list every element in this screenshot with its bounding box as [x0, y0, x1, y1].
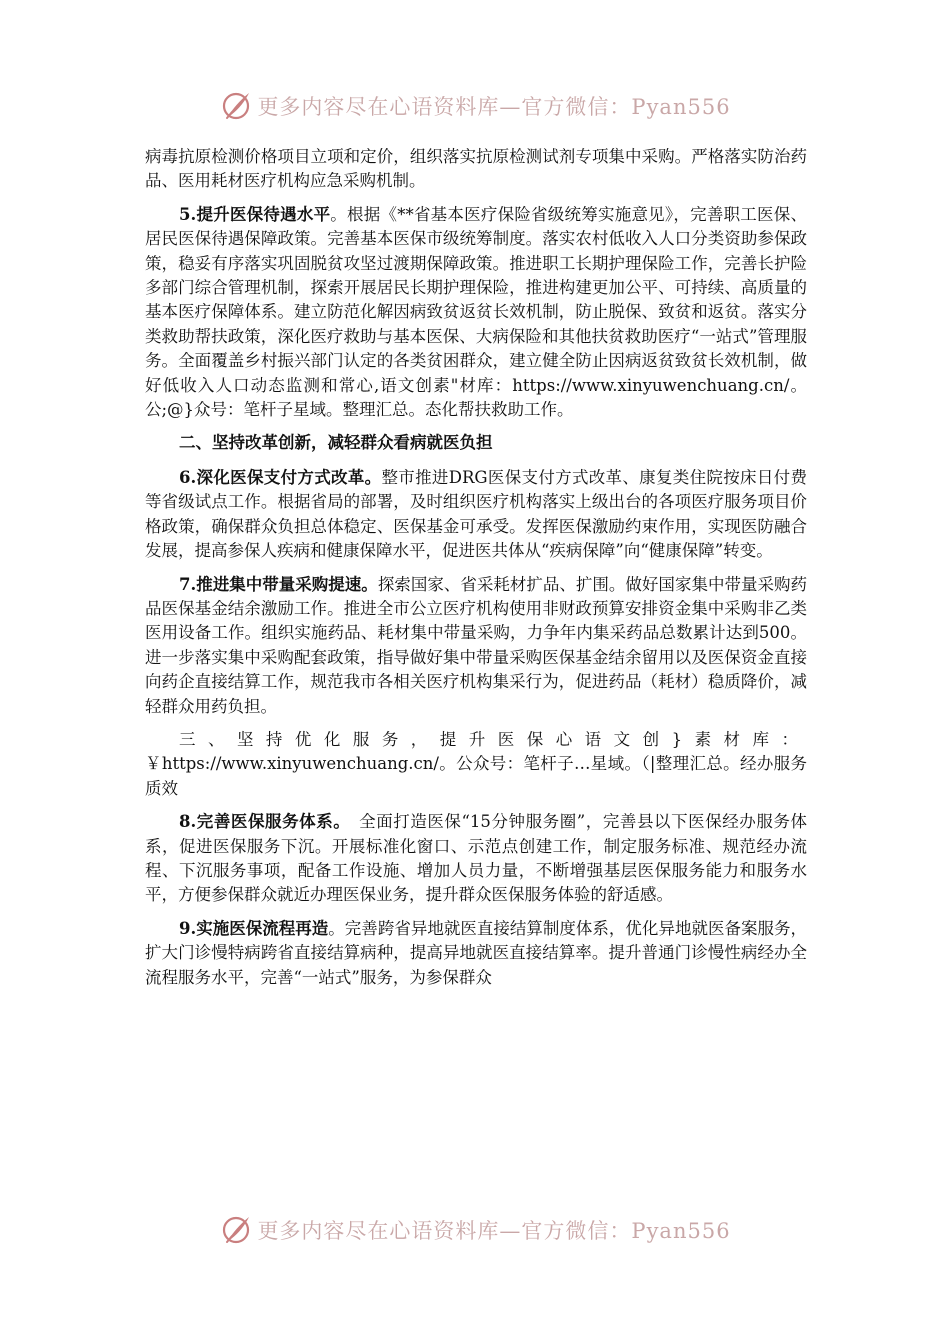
- item-8-lead: 8.完善医保服务体系。: [179, 812, 343, 832]
- item-5-lead: 5.提升医保待遇水平: [179, 204, 331, 224]
- item-7-lead: 7.推进集中带量采购提速。: [179, 574, 378, 594]
- item-6-lead: 6.深化医保支付方式改革。: [179, 467, 382, 487]
- section-3-spread-text: 三、坚持优化服务，提升医保心语文创}素材库：: [179, 729, 807, 749]
- paragraph-item-5: [145, 203, 807, 423]
- watermark-text: 更多内容尽在心语资料库—官方微信：Pyan556: [257, 95, 731, 119]
- paragraph-item-7: [145, 573, 807, 719]
- paragraph-text: 病毒抗原检测价格项目立项和定价，组织落实抗原检测试剂专项集中采购。严格落实防治药品、医用耗材医疗机构应急采购机制。: [145, 147, 807, 191]
- item-7-text: 探索国家、省采耗材扩品、扩围。做好国家集中带量采购药品医保基金结余激励工作。推进全市公立医疗机构使用非财政预算安排资金集中采购非乙类医用设备工作。组织实施药品、耗材集中带量采购，力争年内集采药品总数累计达到500。进一步落实集中采购配套政策，指导做好集中带量采购医保基金结余留用以及医保资金直接向药企直接结算工作，规范我市各相关医疗机构集采行为，促进药品（耗材）稳质降价，减轻群众用药负担。: [145, 574, 807, 716]
- item-8-text: 全面打造医保“15分钟服务圈”，完善县以下医保经办服务体系，促进医保服务下沉。开展标准化窗口、示范点创建工作，制定服务标准、规范经办流程、下沉服务事项，配备工作设施、增加人员力量，不断增强基层医保服务能力和服务水平，方便参保群众就近办理医保业务，提升群众医保服务体验的舒适感。: [145, 812, 807, 905]
- item-9-text: 。完善跨省异地就医直接结算制度体系，优化异地就医备案服务，扩大门诊慢特病跨省直接结算病种，提高异地就医直接结算率。提升普通门诊慢性病经办全流程服务水平，完善“一站式”服务，为参保群众: [145, 918, 807, 987]
- item-5-text: 。根据《**省基本医疗保险省级统筹实施意见》，完善职工医保、居民医保待遇保障政策。完善基本医保市级统筹制度。落实农村低收入人口分类资助参保政策，稳妥有序落实巩固脱贫攻坚过渡期保障政策。推进职工长期护理保险工作，完善长护险多部门综合管理机制，探索开展居民长期护理保险，推进构建更加公平、可持续、高质量的基本医疗保障体系。建立防范化解因病致贫返贫长效机制，防止脱保、致贫和返贫。落实分类救助帮扶政策，深化医疗救助与基本医保、大病保险和其他扶贫救助医疗“一站式”管理服务。全面覆盖乡村振兴部门认定的各类贫困群众，建立健全防止因病返贫致贫长效机制，做好低收入人口动态监测和常心,语文创素"材库：https://www.xinyuwenchuang.cn/。公;@}众号：笔杆子星域。整理汇总。态化帮扶救助工作。: [145, 204, 807, 420]
- item-6-text: 整市推进DRG医保支付方式改革、康复类住院按床日付费等省级试点工作。根据省局的部署，及时组织医疗机构落实上级出台的各项医疗服务项目价格政策，确保群众负担总体稳定、医保基金可承受。发挥医保激励约束作用，实现医防融合发展，提高参保人疾病和健康保障水平，促进医共体从“疾病保障”向“健康保障”转变。: [145, 467, 807, 561]
- quill-pen-logo-icon: [219, 89, 253, 123]
- item-9-lead: 9.实施医保流程再造: [179, 918, 329, 938]
- document-body: [145, 145, 807, 999]
- paragraph-item-9: [145, 917, 807, 990]
- watermark-banner-bottom: [0, 1208, 950, 1252]
- watermark-banner-top: [0, 84, 950, 128]
- paragraph-item-8: [145, 810, 807, 908]
- paragraph-item-6: [145, 466, 807, 564]
- paragraph-continuation: [145, 145, 807, 194]
- section-heading-2: 二、坚持改革创新，减轻群众看病就医负担: [179, 433, 493, 453]
- section-3-text: ￥https://www.xinyuwenchuang.cn/。公众号：笔杆子…星域。（|整理汇总。经办服务质效: [145, 754, 807, 798]
- watermark-text: 更多内容尽在心语资料库—官方微信：Pyan556: [257, 1219, 731, 1243]
- section-heading-3: [145, 728, 807, 801]
- quill-pen-logo-icon: [219, 1213, 253, 1247]
